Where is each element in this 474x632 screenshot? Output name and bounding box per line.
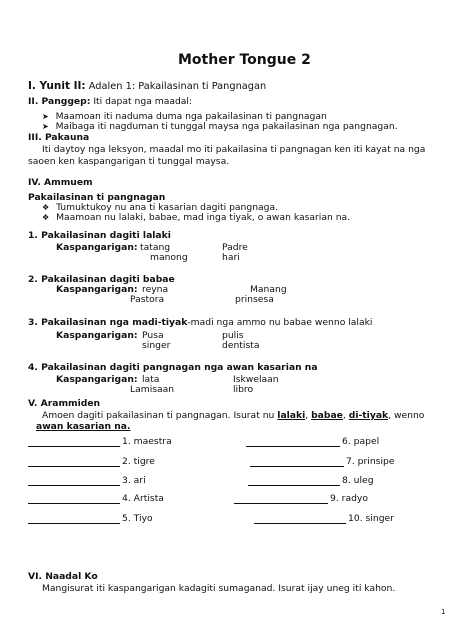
answer-blank[interactable] bbox=[28, 436, 120, 447]
arrow-bullet-icon bbox=[42, 121, 49, 132]
section-arammiden-label: V. Arammiden bbox=[28, 398, 101, 409]
example-word: prinsesa bbox=[235, 294, 274, 305]
section-yunit bbox=[28, 80, 266, 92]
bullet-text: Maamoan nu lalaki, babae, mad inga tiyak, o awan kasarian na. bbox=[56, 212, 351, 223]
list-item bbox=[42, 213, 350, 224]
exercise-item: 10. singer bbox=[348, 513, 394, 524]
exercise-item: 1. maestra bbox=[122, 436, 172, 447]
option-babae: babae bbox=[311, 410, 343, 421]
bullet-text: Maamoan iti naduma duma nga pakailasinan ti pangnagan bbox=[55, 111, 327, 122]
example-word: lata bbox=[142, 374, 160, 385]
item-heading bbox=[28, 363, 318, 374]
instruction-text: , wenno bbox=[388, 410, 425, 421]
example-word: Lamisaan bbox=[130, 384, 175, 395]
example-word: Pastora bbox=[130, 294, 165, 305]
item-heading-text: 3. Pakailasinan nga madi-tiyak bbox=[28, 317, 188, 328]
item-heading bbox=[28, 318, 372, 329]
example-word: manong bbox=[150, 252, 188, 263]
example-label: Kaspangarigan: bbox=[56, 284, 138, 295]
answer-blank[interactable] bbox=[28, 456, 120, 467]
answer-blank[interactable] bbox=[234, 493, 328, 504]
exercise-item: 5. Tiyo bbox=[122, 513, 153, 524]
section-ammuem-subheading: Pakailasinan ti pangnagan bbox=[28, 192, 166, 203]
section-panggep-text: Iti dapat nga maadal: bbox=[93, 96, 193, 107]
exercise-item: 8. uleg bbox=[342, 475, 374, 486]
comma: , bbox=[342, 410, 346, 421]
answer-blank[interactable] bbox=[248, 475, 340, 486]
exercise-item: 9. radyo bbox=[330, 493, 368, 504]
answer-blank[interactable] bbox=[28, 475, 120, 486]
example-word: tatang bbox=[140, 242, 171, 253]
exercise-item: 6. papel bbox=[342, 436, 380, 447]
example-word: Iskwelaan bbox=[233, 374, 279, 385]
example-label: Kaspangarigan: bbox=[56, 242, 138, 253]
diamond-bullet-icon bbox=[42, 212, 49, 223]
answer-blank[interactable] bbox=[28, 493, 120, 504]
exercise-item: 7. prinsipe bbox=[346, 456, 395, 467]
option-awan-kasarian: awan kasarian na. bbox=[36, 421, 131, 432]
item-heading-suffix: -madi nga ammo nu babae wenno lalaki bbox=[187, 317, 373, 328]
exercise-item: 2. tigre bbox=[122, 456, 155, 467]
item-heading bbox=[28, 231, 171, 242]
instruction-text: Amoen dagiti pakailasinan ti pangnagan. Isurat nu bbox=[42, 410, 275, 421]
section-yunit-text: Adalen 1: Pakailasinan ti Pangnagan bbox=[88, 81, 267, 92]
answer-blank[interactable] bbox=[254, 513, 346, 524]
example-word: Padre bbox=[222, 242, 248, 253]
section-arammiden-instruction bbox=[42, 411, 424, 422]
bullet-text: Tumuktukoy nu ana ti kasarian dagiti pangnaga. bbox=[56, 202, 279, 213]
exercise-item: 3. ari bbox=[122, 475, 146, 486]
bullet-text: Maibaga iti nagduman ti tunggal maysa nga pakailasinan nga pangnagan. bbox=[55, 121, 398, 132]
list-item bbox=[42, 122, 398, 133]
example-label: Kaspangarigan: bbox=[56, 330, 138, 341]
section-ammuem-label: IV. Ammuem bbox=[28, 177, 93, 188]
example-word: hari bbox=[222, 252, 240, 263]
answer-blank[interactable] bbox=[28, 513, 120, 524]
option-lalaki: lalaki bbox=[277, 410, 306, 421]
example-word: Pusa bbox=[142, 330, 164, 341]
example-word: Manang bbox=[250, 284, 287, 295]
paragraph-line: saoen ken kaspangarigan ti tunggal maysa. bbox=[28, 156, 230, 167]
paragraph-line: Iti daytoy nga leksyon, maadal mo iti pakailasina ti pangnagan ken iti kayat na nga bbox=[42, 144, 426, 155]
section-panggep bbox=[28, 97, 192, 108]
item-heading-text: 2. Pakailasinan dagiti babae bbox=[28, 274, 175, 285]
section-naadal-label: VI. Naadal Ko bbox=[28, 571, 98, 582]
example-word: pulis bbox=[222, 330, 244, 341]
section-pakauna-label: III. Pakauna bbox=[28, 132, 90, 143]
example-word: dentista bbox=[222, 340, 260, 351]
option-di-tiyak: di-tiyak bbox=[348, 410, 389, 421]
page-number: 1 bbox=[441, 608, 446, 616]
page-title: Mother Tongue 2 bbox=[178, 52, 311, 68]
section-panggep-label: II. Panggep: bbox=[28, 96, 91, 107]
example-word: singer bbox=[142, 340, 171, 351]
section-naadal-text: Mangisurat iti kaspangarigan kadagiti sumaganad. Isurat ijay uneg iti kahon. bbox=[42, 583, 396, 594]
item-heading-text: 1. Pakailasinan dagiti lalaki bbox=[28, 230, 171, 241]
answer-blank[interactable] bbox=[246, 436, 340, 447]
comma: , bbox=[305, 410, 309, 421]
answer-blank[interactable] bbox=[250, 456, 344, 467]
example-word: reyna bbox=[142, 284, 169, 295]
item-heading-text: 4. Pakailasinan dagiti pangnagan nga awan kasarian na bbox=[28, 362, 318, 373]
example-word: libro bbox=[233, 384, 254, 395]
exercise-item: 4. Artista bbox=[122, 493, 164, 504]
section-yunit-label: I. Yunit II: bbox=[28, 80, 86, 92]
example-label: Kaspangarigan: bbox=[56, 374, 138, 385]
